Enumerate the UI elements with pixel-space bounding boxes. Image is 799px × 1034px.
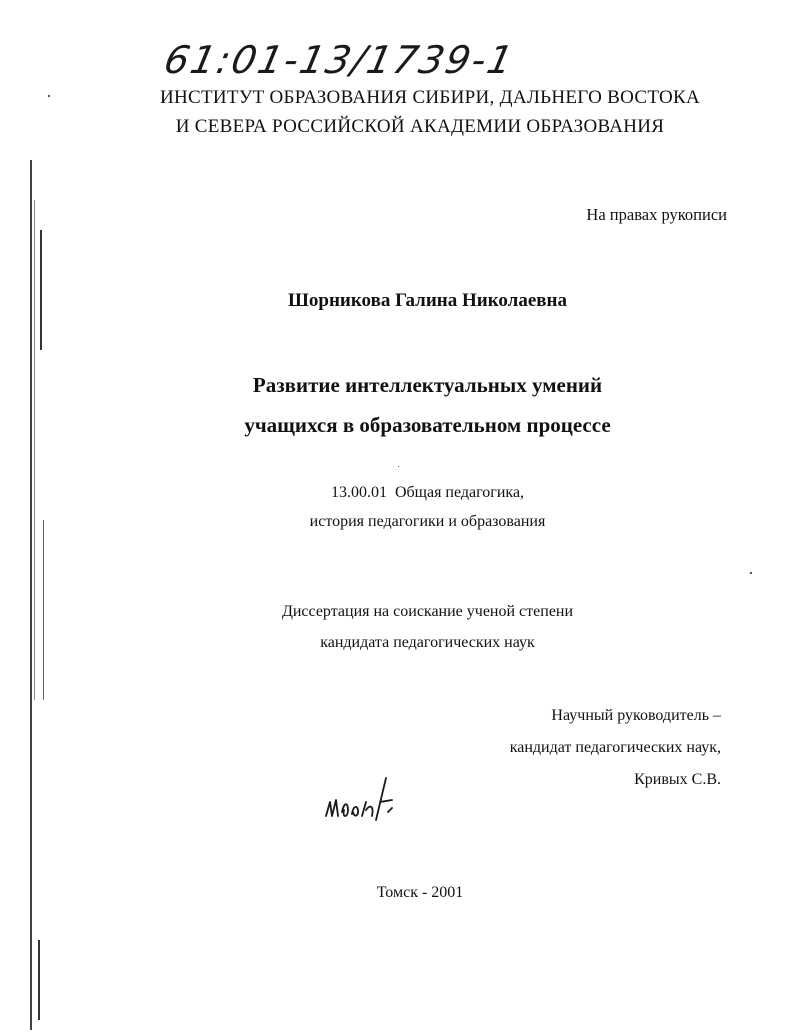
institute-name-line-2: И СЕВЕРА РОССИЙСКОЙ АКАДЕМИИ ОБРАЗОВАНИЯ xyxy=(175,116,665,137)
city-and-year: Томск - 2001 xyxy=(376,884,464,901)
specialty-code-line-1: 13.00.01 Общая педагогика, xyxy=(330,484,525,501)
scan-edge-line xyxy=(38,940,40,1020)
dissertation-title-line-2: учащихся в образовательном процессе xyxy=(244,413,611,437)
handwritten-signature xyxy=(322,772,402,837)
scan-speck xyxy=(750,572,752,574)
scan-edge-line xyxy=(34,200,35,700)
author-name: Шорникова Галина Николаевна xyxy=(288,290,567,311)
supervisor-line-2: кандидат педагогических наук, xyxy=(509,739,721,756)
manuscript-rights-note: На правах рукописи xyxy=(586,205,727,224)
handwritten-archive-code: 61:01-13/1739-1 xyxy=(160,38,519,82)
specialty-code-line-2: история педагогики и образования xyxy=(309,513,546,530)
institute-name-line-1: ИНСТИТУТ ОБРАЗОВАНИЯ СИБИРИ, ДАЛЬНЕГО ВОСТОКА xyxy=(159,87,701,108)
supervisor-line-1: Научный руководитель – xyxy=(551,707,721,724)
degree-statement-line-1: Диссертация на соискание ученой степени xyxy=(281,603,574,620)
supervisor-line-3: Кривых С.В. xyxy=(634,771,721,788)
dissertation-title-line-1: Развитие интеллектуальных умений xyxy=(252,373,603,397)
degree-statement-line-2: кандидата педагогических наук xyxy=(320,634,535,651)
scan-speck xyxy=(398,466,399,467)
